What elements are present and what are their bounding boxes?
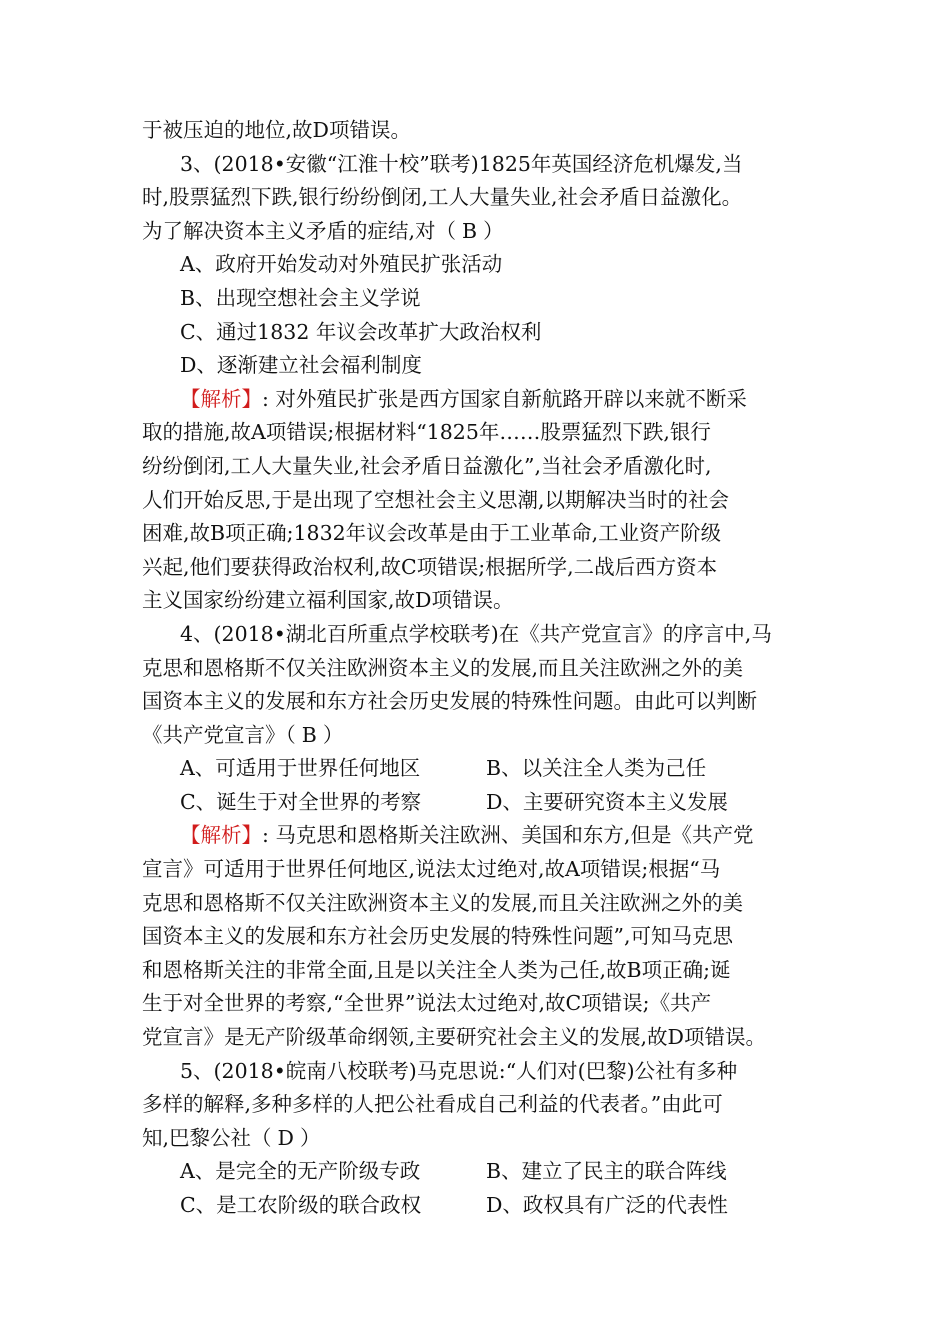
text-span: : 对外殖民扩张是西方国家自新航路开辟以来就不断采 xyxy=(262,386,747,411)
question-3-answer-line: 为了解决资本主义矛盾的症结,对（ B ） xyxy=(142,218,504,243)
option-a: A、政府开始发动对外殖民扩张活动 xyxy=(180,252,503,277)
text-line: 宣言》可适用于世界任何地区,说法太过绝对,故A项错误;根据“马 xyxy=(142,857,721,882)
text-line: 和恩格斯关注的非常全面,且是以关注全人类为己任,故B项正确;诞 xyxy=(142,957,731,982)
document-page xyxy=(142,114,822,1223)
option-a: A、是完全的无产阶级专政 xyxy=(180,1159,421,1184)
question-3-answer: B xyxy=(462,218,478,243)
text-line: 多样的解释,多种多样的人把公社看成自己利益的代表者。”由此可 xyxy=(142,1092,723,1117)
text-span: 为了解决资本主义矛盾的症结,对 xyxy=(142,218,436,243)
question-4-answer: B xyxy=(301,722,317,747)
option-c: C、是工农阶级的联合政权 xyxy=(180,1193,422,1217)
options-cd xyxy=(142,1189,822,1223)
text-line: 兴起,他们要获得政治权利,故C项错误;根据所学,二战后西方资本 xyxy=(142,554,718,579)
text-line: 取的措施,故A项错误;根据材料“1825年……股票猛烈下跌,银行 xyxy=(142,420,711,445)
text-line: 克思和恩格斯不仅关注欧洲资本主义的发展,而且关注欧洲之外的美 xyxy=(142,890,744,915)
question-5-stem: 5、(2018•皖南八校联考)马克思说:“人们对(巴黎)公社有多种 xyxy=(180,1058,738,1083)
text-line: 党宣言》是无产阶级革命纲领,主要研究社会主义的发展,故D项错误。 xyxy=(142,1025,766,1050)
option-d: D、逐渐建立社会福利制度 xyxy=(180,353,422,378)
question-5-answer-line: 知,巴黎公社（ D ） xyxy=(142,1125,321,1150)
question-4-stem: 4、(2018•湖北百所重点学校联考)在《共产党宣言》的序言中,马 xyxy=(180,621,772,646)
text-line: 于被压迫的地位,故D项错误。 xyxy=(142,118,411,142)
text-line: 纷纷倒闭,工人大量失业,社会矛盾日益激化”,当社会矛盾激化时, xyxy=(142,453,712,478)
text-span: : 马克思和恩格斯关注欧洲、美国和东方,但是《共产党 xyxy=(262,823,754,848)
text-line: 国资本主义的发展和东方社会历史发展的特殊性问题。由此可以判断 xyxy=(142,689,757,714)
option-d: D、政权具有广泛的代表性 xyxy=(486,1193,728,1217)
option-a: A、可适用于世界任何地区 xyxy=(180,756,421,781)
analysis-tag: 【解析】 xyxy=(180,823,262,848)
options-cd xyxy=(142,786,822,820)
option-b: B、出现空想社会主义学说 xyxy=(180,285,421,310)
options-ab xyxy=(142,752,822,786)
analysis-tag: 【解析】 xyxy=(180,386,262,411)
option-b: B、建立了民主的联合阵线 xyxy=(486,1159,727,1184)
option-b: B、以关注全人类为己任 xyxy=(486,756,707,781)
text-line: 克思和恩格斯不仅关注欧洲资本主义的发展,而且关注欧洲之外的美 xyxy=(142,655,744,680)
text-line: 主义国家纷纷建立福利国家,故D项错误。 xyxy=(142,588,514,613)
text-line: 国资本主义的发展和东方社会历史发展的特殊性问题”,可知马克思 xyxy=(142,924,733,949)
option-c: C、通过1832 年议会改革扩大政治权利 xyxy=(180,319,542,344)
analysis-3 xyxy=(142,383,822,417)
option-d: D、主要研究资本主义发展 xyxy=(486,789,728,814)
text-line: 时,股票猛烈下跌,银行纷纷倒闭,工人大量失业,社会矛盾日益激化。 xyxy=(142,185,743,210)
option-c: C、诞生于对全世界的考察 xyxy=(180,789,422,814)
text-span: 知,巴黎公社 xyxy=(142,1125,252,1150)
question-4-answer-line: 《共产党宣言》（ B ） xyxy=(142,722,344,747)
analysis-4 xyxy=(142,819,822,853)
question-5-answer: D xyxy=(277,1125,294,1150)
text-span: 《共产党宣言》 xyxy=(142,722,286,747)
question-3-stem: 3、(2018•安徽“江淮十校”联考)1825年英国经济危机爆发,当 xyxy=(180,151,743,176)
text-line: 生于对全世界的考察,“全世界”说法太过绝对,故C项错误;《共产 xyxy=(142,991,712,1016)
options-ab xyxy=(142,1155,822,1189)
text-line: 困难,故B项正确;1832年议会改革是由于工业革命,工业资产阶级 xyxy=(142,521,722,546)
text-line: 人们开始反思,于是出现了空想社会主义思潮,以期解决当时的社会 xyxy=(142,487,730,512)
